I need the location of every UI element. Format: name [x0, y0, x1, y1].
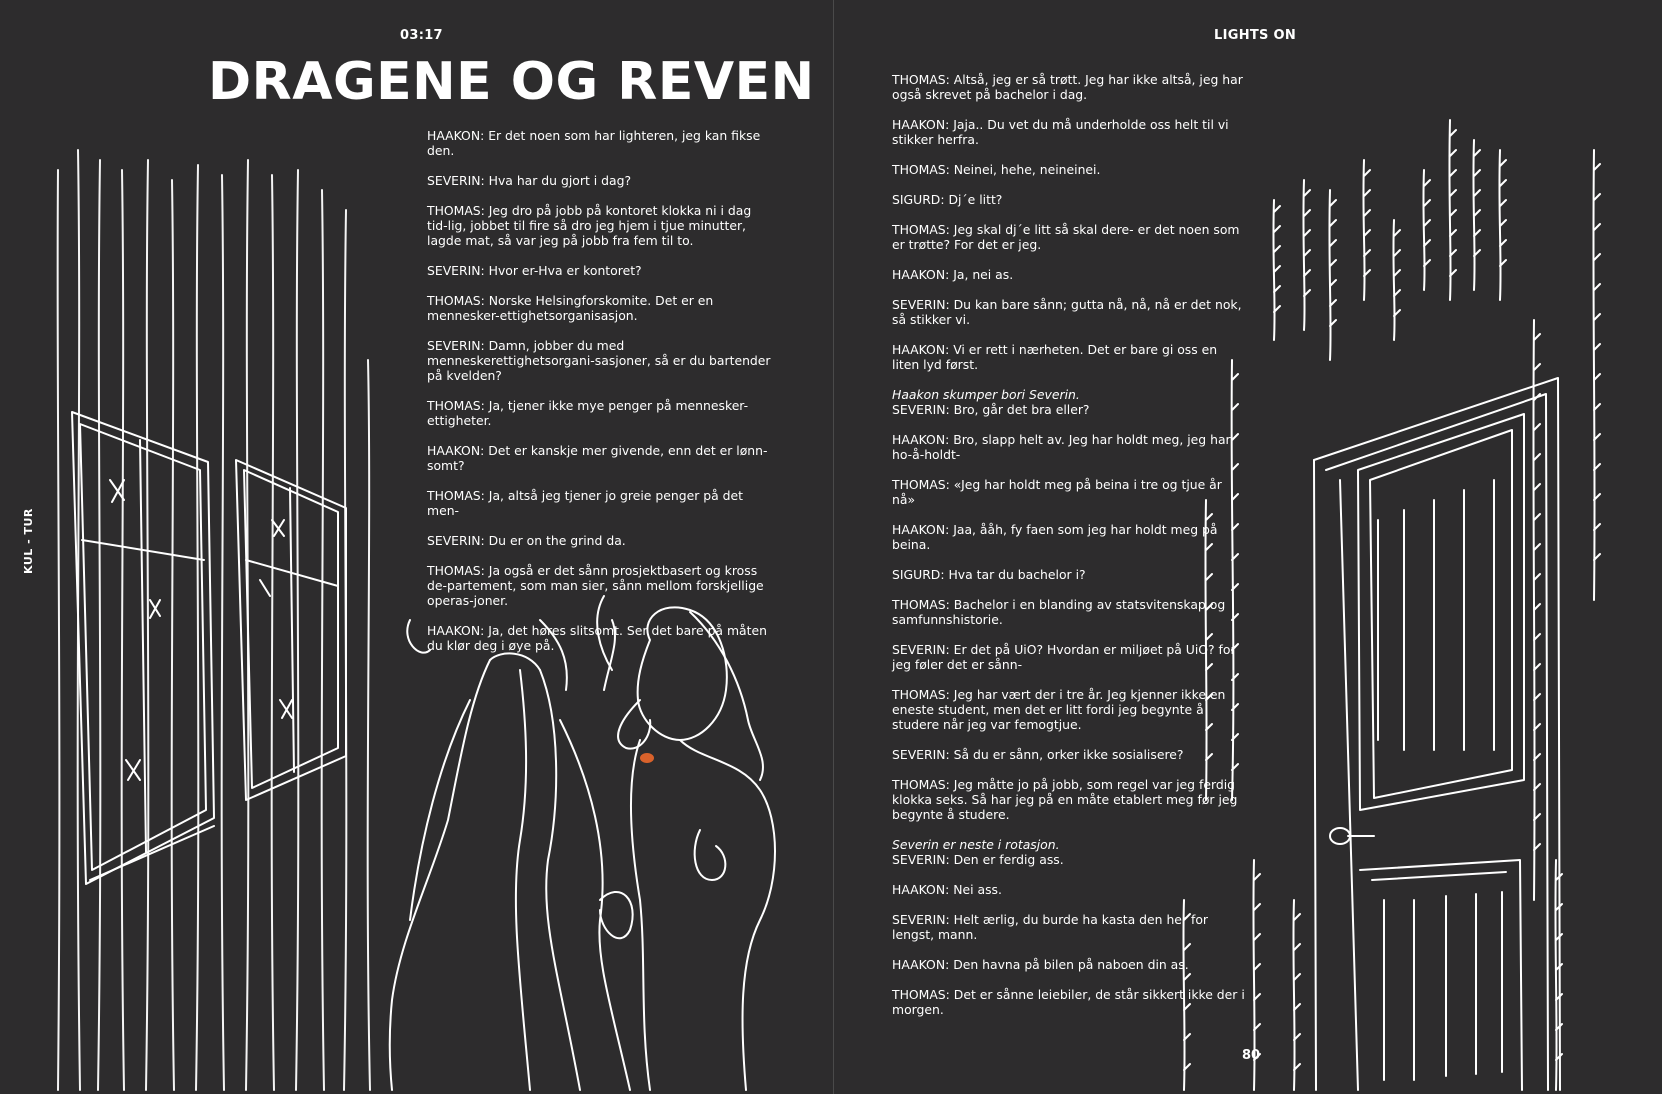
dialogue-line: Haakon skumper bori Severin. SEVERIN: Bro, går det bra eller?: [892, 387, 1247, 417]
dialogue-line: THOMAS: Ja, altså jeg tjener jo greie penger på det men-: [427, 488, 743, 518]
dialogue-line: HAAKON: Ja, nei as.: [892, 267, 1014, 282]
dialogue-line: SIGURD: Hva tar du bachelor i?: [892, 567, 1086, 582]
dialogue-line: HAAKON: Ja, det høres slitsomt. Ser det bare på måten du klør deg i øye på.: [427, 623, 767, 653]
dialogue-line: Severin er neste i rotasjon. SEVERIN: Den er ferdig ass.: [892, 837, 1247, 867]
dialogue-line: THOMAS: Jeg har vært der i tre år. Jeg kjenner ikke en eneste student, men det er litt fordi jeg begynte å studere når jeg var femogtjue.: [892, 687, 1226, 732]
window-left: [72, 412, 214, 884]
stage-direction: Severin er neste i rotasjon.: [892, 837, 1060, 852]
article-title: DRAGENE OG REVEN: [208, 52, 815, 112]
figure-long-hair: [390, 620, 633, 1090]
dialogue-line: THOMAS: Ja også er det sånn prosjektbasert og kross de-partement, som man sier, sånn mellom forskjellige operas-joner.: [427, 563, 764, 608]
dialogue-line: HAAKON: Bro, slapp helt av. Jeg har holdt meg, jeg har ho-å-holdt-: [892, 432, 1231, 462]
dialogue-line: SEVERIN: Damn, jobber du med menneskerettighetsorgani-sasjoner, så er du bartender på kvelden?: [427, 338, 771, 383]
dialogue-line: SEVERIN: Helt ærlig, du burde ha kasta den her for lengst, mann.: [892, 912, 1208, 942]
figure-smoking: [597, 596, 775, 1090]
dialogue-line: HAAKON: Den havna på bilen på naboen din as.: [892, 957, 1189, 972]
dialogue-line: HAAKON: Det er kanskje mer givende, enn det er lønn-somt?: [427, 443, 768, 473]
dialogue-column-left: [427, 128, 772, 668]
dialogue-line: THOMAS: Det er sånne leiebiler, de står sikkert ikke der i morgen.: [892, 987, 1245, 1017]
dialogue-line: THOMAS: Neinei, hehe, neineinei.: [892, 162, 1101, 177]
running-head-left: 03:17: [400, 28, 443, 43]
section-side-label: KUL - TUR: [22, 508, 35, 574]
dialogue-line: HAAKON: Nei ass.: [892, 882, 1002, 897]
dialogue-line: THOMAS: Bachelor i en blanding av statsvitenskap og samfunnshistorie.: [892, 597, 1226, 627]
dialogue-line: SEVERIN: Du er on the grind da.: [427, 533, 626, 548]
dialogue-line: HAAKON: Jaa, ååh, fy faen som jeg har holdt meg på beina.: [892, 522, 1218, 552]
cigarette-ember: [640, 753, 654, 763]
plank-wall: [58, 150, 370, 1090]
dialogue-line: SEVERIN: Du kan bare sånn; gutta nå, nå, nå er det nok, så stikker vi.: [892, 297, 1242, 327]
dialogue-line: THOMAS: Norske Helsingforskomite. Det er en mennesker-ettighetsorganisasjon.: [427, 293, 714, 323]
dialogue-column-right: [892, 72, 1247, 1032]
window-right: [236, 460, 346, 800]
dialogue-line: SIGURD: Dj´e litt?: [892, 192, 1003, 207]
dialogue-line: SEVERIN: Så du er sånn, orker ikke sosialisere?: [892, 747, 1184, 762]
dialogue-line: THOMAS: Jeg dro på jobb på kontoret klokka ni i dag tid-lig, jobbet til fire så dro jeg hjem i tjue minutter, lagde mat, så var jeg på jobb fra fem til to.: [427, 203, 752, 248]
dialogue-line: SEVERIN: Er det på UiO? Hvordan er miljøet på UiO? for jeg føler det er sånn-: [892, 642, 1236, 672]
dialogue-line: HAAKON: Er det noen som har lighteren, jeg kan fikse den.: [427, 128, 761, 158]
dialogue-line: THOMAS: Ja, tjener ikke mye penger på mennesker-ettigheter.: [427, 398, 749, 428]
dialogue-line: THOMAS: Jeg skal dj´e litt så skal dere- er det noen som er trøtte? For det er jeg.: [892, 222, 1240, 252]
dialogue-line: THOMAS: «Jeg har holdt meg på beina i tre og tjue år nå»: [892, 477, 1222, 507]
dialogue-line: HAAKON: Jaja.. Du vet du må underholde oss helt til vi stikker herfra.: [892, 117, 1229, 147]
right-page: [834, 0, 1662, 1094]
dialogue-line: THOMAS: Altså, jeg er så trøtt. Jeg har ikke altså, jeg har også skrevet på bachelor i dag.: [892, 72, 1243, 102]
dialogue-line: SEVERIN: Hva har du gjort i dag?: [427, 173, 632, 188]
dialogue-line: THOMAS: Jeg måtte jo på jobb, som regel var jeg ferdig klokka seks. Så har jeg på en måte etablert meg før jeg begynte å studere.: [892, 777, 1238, 822]
stage-direction: Haakon skumper bori Severin.: [892, 387, 1080, 402]
door: [1314, 378, 1560, 1090]
running-head-right: LIGHTS ON: [1214, 28, 1297, 43]
dialogue-line: HAAKON: Vi er rett i nærheten. Det er bare gi oss en liten lyd først.: [892, 342, 1218, 372]
page-number: 80: [1242, 1048, 1261, 1063]
dialogue-line: SEVERIN: Hvor er-Hva er kontoret?: [427, 263, 642, 278]
